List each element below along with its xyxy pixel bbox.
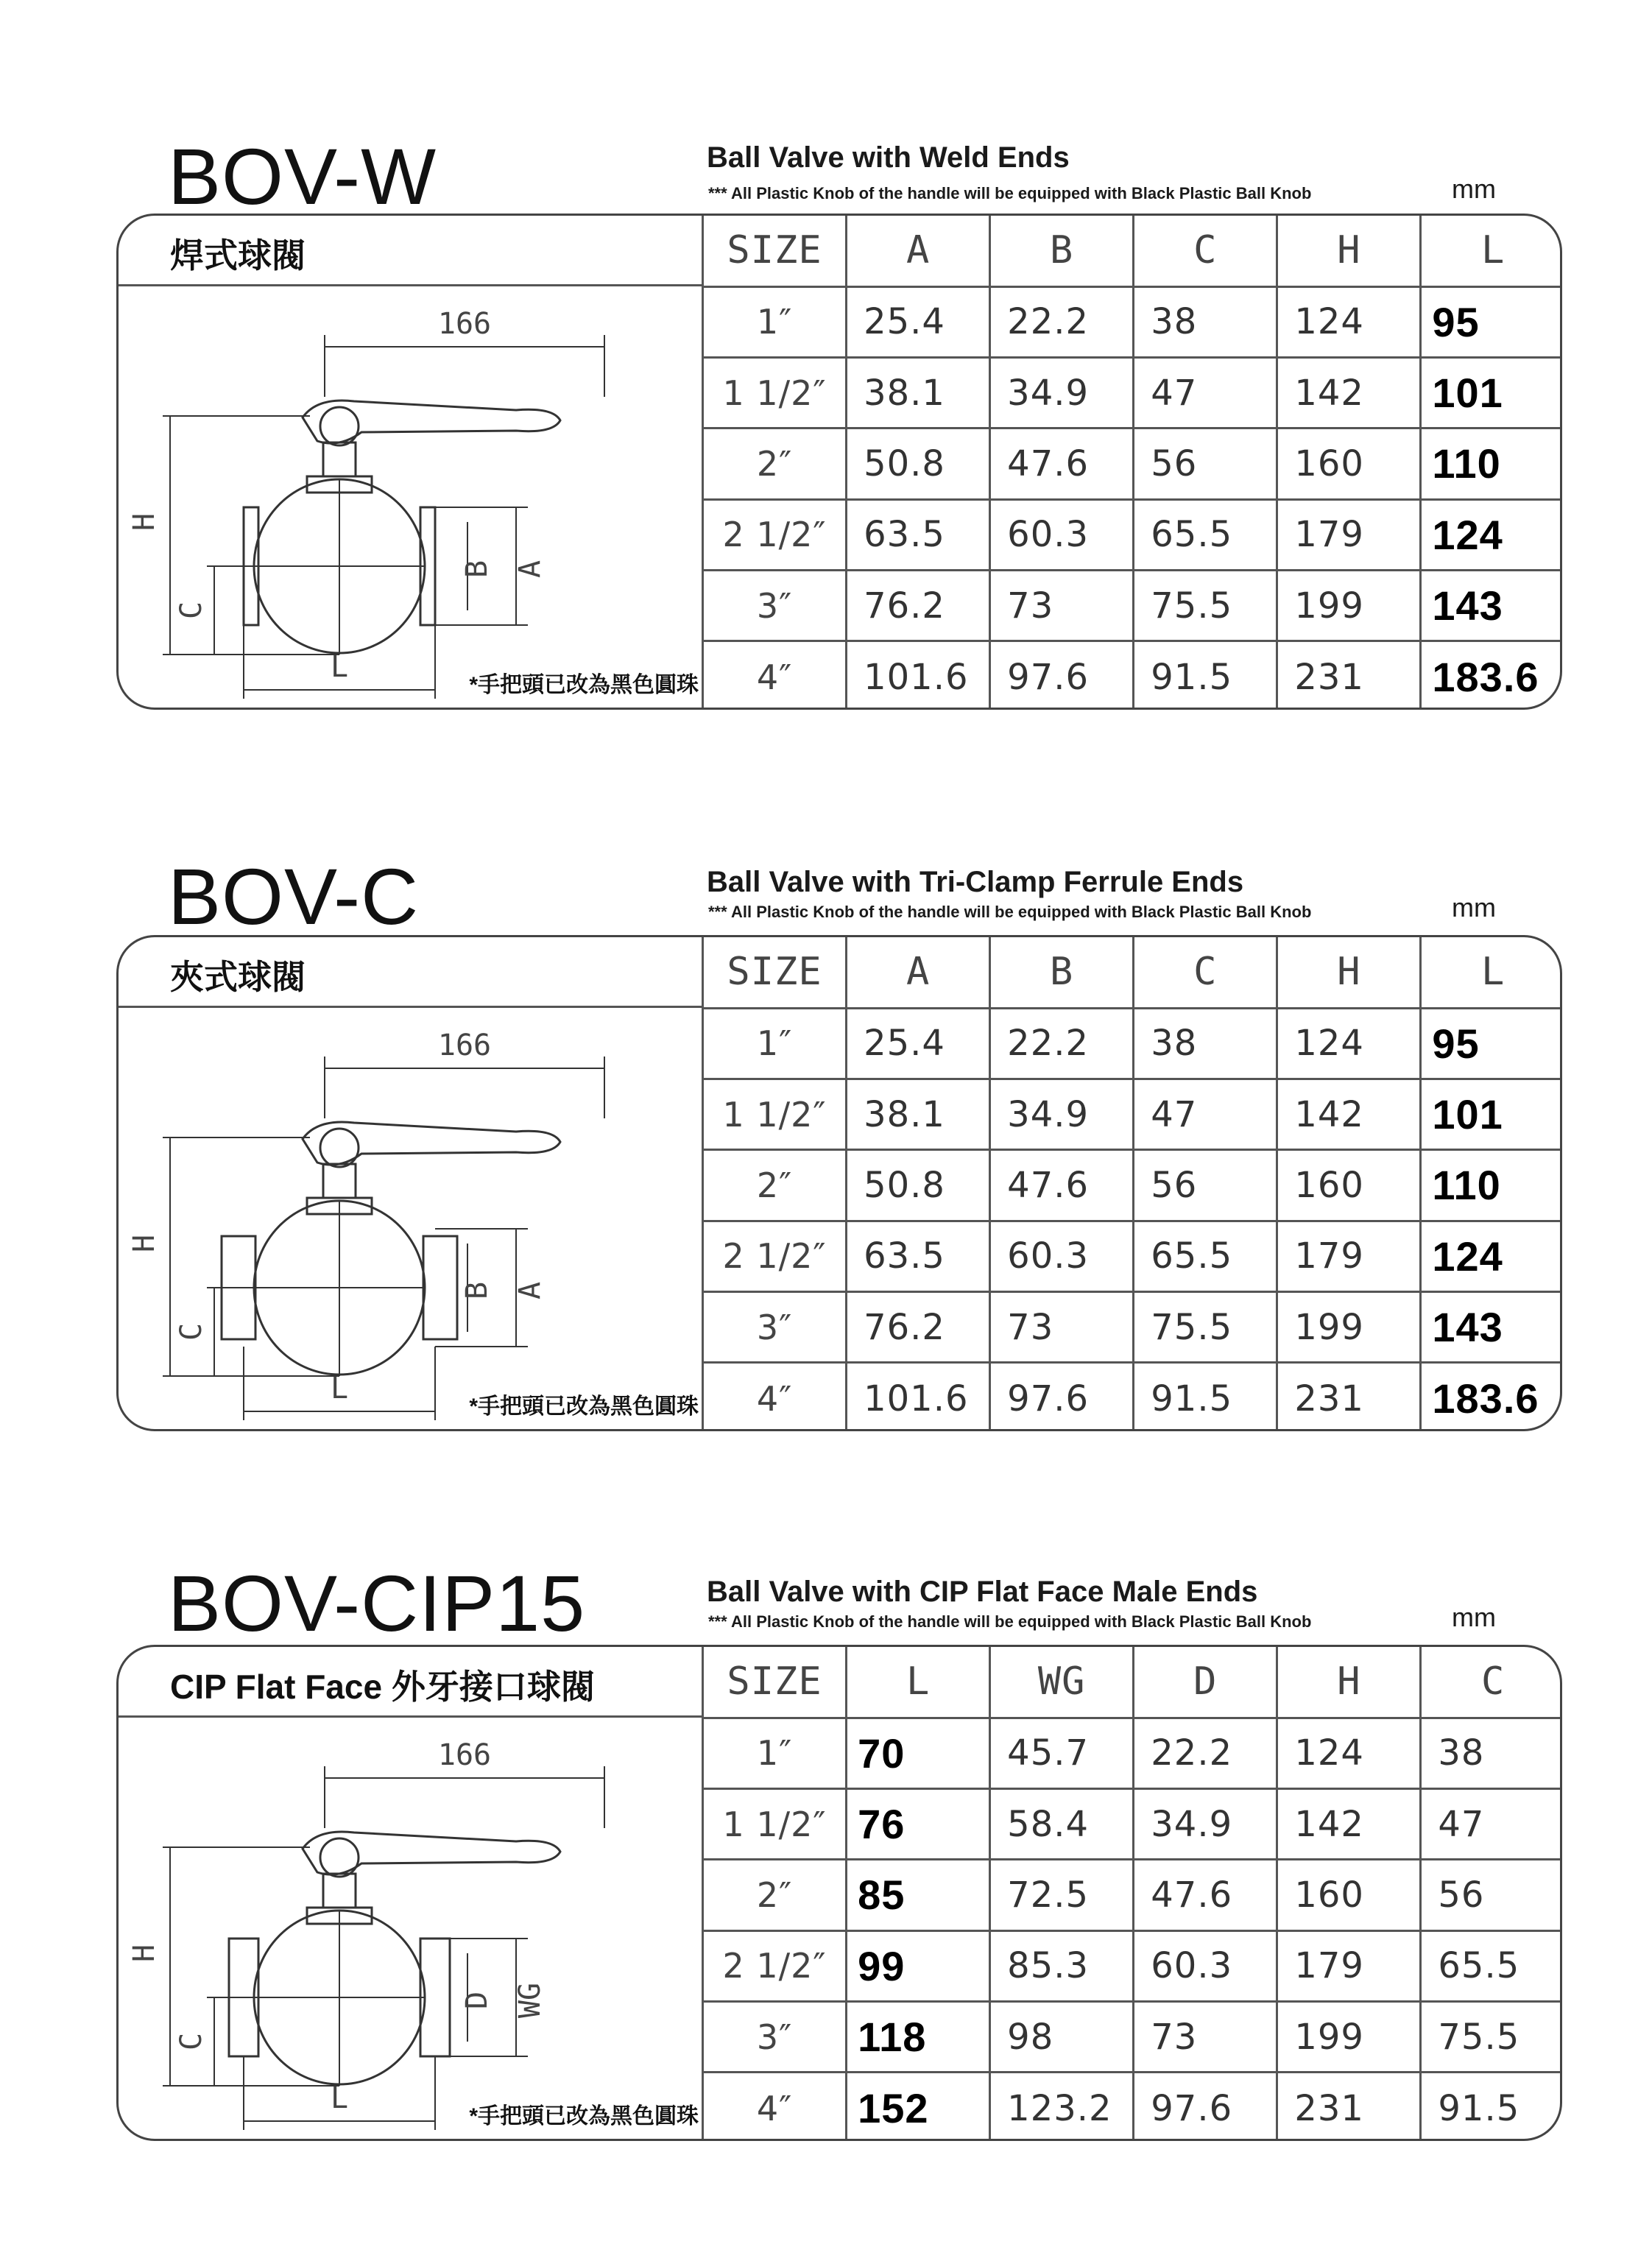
value-cell: 58.4 bbox=[990, 1789, 1134, 1860]
value-cell: 98 bbox=[990, 2001, 1134, 2072]
value-cell: 95 bbox=[1421, 286, 1562, 357]
value-cell: 47 bbox=[1134, 358, 1277, 428]
chinese-title: 夾式球閥 bbox=[170, 958, 306, 996]
handle-knob bbox=[320, 1129, 359, 1167]
valve-stem bbox=[323, 1164, 356, 1198]
table-row bbox=[703, 1291, 1563, 1362]
table-row bbox=[703, 570, 1563, 641]
value-cell: 85 bbox=[847, 1860, 990, 1930]
value-cell: 91.5 bbox=[1421, 2073, 1562, 2141]
size-cell: 2 1/2″ bbox=[703, 1930, 847, 2001]
column-header: L bbox=[1421, 216, 1562, 286]
value-cell: 124 bbox=[1277, 286, 1421, 357]
size-cell: 1″ bbox=[703, 1718, 847, 1788]
value-cell: 75.5 bbox=[1134, 570, 1277, 641]
valve-stem bbox=[323, 1874, 356, 1908]
valve-diagram bbox=[119, 1718, 702, 2141]
handle-knob bbox=[320, 407, 359, 445]
left-header bbox=[119, 937, 702, 1008]
column-header: SIZE bbox=[703, 937, 847, 1008]
valve-drawing bbox=[119, 286, 702, 710]
value-cell: 63.5 bbox=[847, 499, 990, 570]
value-cell: 124 bbox=[1421, 499, 1562, 570]
value-cell: 143 bbox=[1421, 1291, 1562, 1362]
dim-label-166: 166 bbox=[437, 1738, 492, 1772]
value-cell: 60.3 bbox=[990, 499, 1134, 570]
value-cell: 231 bbox=[1277, 2073, 1421, 2141]
value-cell: 231 bbox=[1277, 1363, 1421, 1431]
value-cell: 123.2 bbox=[990, 2073, 1134, 2141]
value-cell: 34.9 bbox=[990, 358, 1134, 428]
diagram-note: *手把頭已改為黑色圓珠 bbox=[469, 1394, 699, 1419]
value-cell: 142 bbox=[1277, 1079, 1421, 1150]
knob-note: *** All Plastic Knob of the handle will be equipped with Black Plastic Ball Knob bbox=[708, 903, 1312, 921]
table-row bbox=[703, 2001, 1563, 2072]
column-header: L bbox=[1421, 937, 1562, 1008]
value-cell: 142 bbox=[1277, 358, 1421, 428]
size-cell: 4″ bbox=[703, 2073, 847, 2141]
value-cell: 160 bbox=[1277, 1860, 1421, 1930]
value-cell: 179 bbox=[1277, 1221, 1421, 1291]
column-header: A bbox=[847, 216, 990, 286]
value-cell: 34.9 bbox=[990, 1079, 1134, 1150]
value-cell: 85.3 bbox=[990, 1930, 1134, 2001]
header-row bbox=[703, 937, 1563, 1008]
spec-table bbox=[702, 1647, 1562, 2141]
value-cell: 50.8 bbox=[847, 428, 990, 499]
value-cell: 199 bbox=[1277, 570, 1421, 641]
size-cell: 3″ bbox=[703, 2001, 847, 2072]
value-cell: 124 bbox=[1277, 1008, 1421, 1079]
table-row bbox=[703, 641, 1563, 710]
column-header: C bbox=[1134, 937, 1277, 1008]
left-header bbox=[119, 216, 702, 286]
valve-stem bbox=[323, 442, 356, 476]
value-cell: 183.6 bbox=[1421, 641, 1562, 710]
value-cell: 152 bbox=[847, 2073, 990, 2141]
dim-label-c: C bbox=[174, 601, 208, 620]
value-cell: 38 bbox=[1134, 1008, 1277, 1079]
value-cell: 63.5 bbox=[847, 1221, 990, 1291]
dim-label-a: A bbox=[513, 1281, 547, 1300]
model-code: BOV-CIP15 bbox=[168, 1559, 586, 1648]
table-row bbox=[703, 1718, 1563, 1788]
dim-label-h: H bbox=[127, 1944, 161, 1963]
column-header: B bbox=[990, 937, 1134, 1008]
spec-table bbox=[702, 937, 1562, 1431]
column-header: SIZE bbox=[703, 216, 847, 286]
value-cell: 110 bbox=[1421, 428, 1562, 499]
value-cell: 38.1 bbox=[847, 1079, 990, 1150]
size-cell: 1″ bbox=[703, 1008, 847, 1079]
size-cell: 3″ bbox=[703, 570, 847, 641]
size-cell: 2″ bbox=[703, 428, 847, 499]
dim-label-h: H bbox=[127, 1234, 161, 1253]
dim-label-a: WG bbox=[513, 1982, 547, 2019]
value-cell: 143 bbox=[1421, 570, 1562, 641]
column-header: SIZE bbox=[703, 1647, 847, 1718]
value-cell: 124 bbox=[1421, 1221, 1562, 1291]
column-header: A bbox=[847, 937, 990, 1008]
value-cell: 76.2 bbox=[847, 1291, 990, 1362]
product-subtitle: Ball Valve with Tri-Clamp Ferrule Ends bbox=[707, 866, 1244, 898]
value-cell: 56 bbox=[1134, 1150, 1277, 1221]
value-cell: 70 bbox=[847, 1718, 990, 1788]
table-row bbox=[703, 1363, 1563, 1431]
dim-label-b: D bbox=[460, 1991, 494, 2010]
unit-label: mm bbox=[1452, 892, 1496, 923]
spec-frame bbox=[116, 214, 1562, 710]
value-cell: 45.7 bbox=[990, 1718, 1134, 1788]
value-cell: 22.2 bbox=[990, 286, 1134, 357]
valve-diagram bbox=[119, 1008, 702, 1431]
handle-knob bbox=[320, 1838, 359, 1877]
value-cell: 95 bbox=[1421, 1008, 1562, 1079]
value-cell: 56 bbox=[1134, 428, 1277, 499]
column-header: L bbox=[847, 1647, 990, 1718]
dim-label-166: 166 bbox=[437, 1029, 492, 1062]
dim-label-c: C bbox=[174, 2032, 208, 2051]
size-cell: 2″ bbox=[703, 1150, 847, 1221]
value-cell: 34.9 bbox=[1134, 1789, 1277, 1860]
valve-drawing bbox=[119, 1008, 702, 1431]
value-cell: 179 bbox=[1277, 1930, 1421, 2001]
value-cell: 199 bbox=[1277, 1291, 1421, 1362]
value-cell: 60.3 bbox=[1134, 1930, 1277, 2001]
size-cell: 1 1/2″ bbox=[703, 358, 847, 428]
column-header: H bbox=[1277, 937, 1421, 1008]
value-cell: 97.6 bbox=[990, 641, 1134, 710]
dim-label-l: L bbox=[330, 650, 349, 684]
table-row bbox=[703, 1221, 1563, 1291]
value-cell: 231 bbox=[1277, 641, 1421, 710]
table-row bbox=[703, 1860, 1563, 1930]
dim-label-b: B bbox=[460, 1281, 494, 1300]
value-cell: 72.5 bbox=[990, 1860, 1134, 1930]
spec-frame bbox=[116, 935, 1562, 1431]
value-cell: 47 bbox=[1421, 1789, 1562, 1860]
value-cell: 25.4 bbox=[847, 286, 990, 357]
dim-label-l: L bbox=[330, 1372, 349, 1405]
diagram-note: *手把頭已改為黑色圓珠 bbox=[469, 2104, 699, 2128]
value-cell: 160 bbox=[1277, 428, 1421, 499]
header-row bbox=[703, 216, 1563, 286]
value-cell: 65.5 bbox=[1421, 1930, 1562, 2001]
column-header: D bbox=[1134, 1647, 1277, 1718]
value-cell: 73 bbox=[990, 1291, 1134, 1362]
column-header: C bbox=[1421, 1647, 1562, 1718]
chinese-title: CIP Flat Face 外牙接口球閥 bbox=[170, 1668, 595, 1706]
size-cell: 2″ bbox=[703, 1860, 847, 1930]
value-cell: 101.6 bbox=[847, 1363, 990, 1431]
table-row bbox=[703, 1150, 1563, 1221]
product-subtitle: Ball Valve with CIP Flat Face Male Ends bbox=[707, 1576, 1258, 1608]
size-cell: 1 1/2″ bbox=[703, 1079, 847, 1150]
table-row bbox=[703, 1930, 1563, 2001]
value-cell: 65.5 bbox=[1134, 499, 1277, 570]
dim-label-a: A bbox=[513, 560, 547, 579]
value-cell: 118 bbox=[847, 2001, 990, 2072]
value-cell: 76 bbox=[847, 1789, 990, 1860]
table-row bbox=[703, 1789, 1563, 1860]
spec-frame bbox=[116, 1645, 1562, 2141]
product-subtitle: Ball Valve with Weld Ends bbox=[707, 141, 1070, 174]
spec-table bbox=[702, 216, 1562, 710]
value-cell: 101 bbox=[1421, 1079, 1562, 1150]
value-cell: 50.8 bbox=[847, 1150, 990, 1221]
dim-label-166: 166 bbox=[437, 307, 492, 341]
table-row bbox=[703, 286, 1563, 357]
size-cell: 2 1/2″ bbox=[703, 1221, 847, 1291]
dim-label-l: L bbox=[330, 2081, 349, 2115]
value-cell: 73 bbox=[1134, 2001, 1277, 2072]
table-row bbox=[703, 1008, 1563, 1079]
size-cell: 1″ bbox=[703, 286, 847, 357]
value-cell: 22.2 bbox=[1134, 1718, 1277, 1788]
value-cell: 91.5 bbox=[1134, 641, 1277, 710]
value-cell: 47 bbox=[1134, 1079, 1277, 1150]
column-header: B bbox=[990, 216, 1134, 286]
table-row bbox=[703, 428, 1563, 499]
chinese-title: 焊式球閥 bbox=[170, 236, 306, 275]
column-header: C bbox=[1134, 216, 1277, 286]
model-code: BOV-W bbox=[168, 132, 437, 221]
table-row bbox=[703, 1079, 1563, 1150]
value-cell: 97.6 bbox=[990, 1363, 1134, 1431]
value-cell: 47.6 bbox=[1134, 1860, 1277, 1930]
value-cell: 160 bbox=[1277, 1150, 1421, 1221]
value-cell: 38.1 bbox=[847, 358, 990, 428]
value-cell: 60.3 bbox=[990, 1221, 1134, 1291]
knob-note: *** All Plastic Knob of the handle will be equipped with Black Plastic Ball Knob bbox=[708, 1612, 1312, 1631]
value-cell: 47.6 bbox=[990, 1150, 1134, 1221]
value-cell: 65.5 bbox=[1134, 1221, 1277, 1291]
table-row bbox=[703, 358, 1563, 428]
diagram-note: *手把頭已改為黑色圓珠 bbox=[469, 673, 699, 697]
size-cell: 4″ bbox=[703, 641, 847, 710]
valve-drawing bbox=[119, 1718, 702, 2141]
value-cell: 183.6 bbox=[1421, 1363, 1562, 1431]
value-cell: 75.5 bbox=[1421, 2001, 1562, 2072]
table-row bbox=[703, 2073, 1563, 2141]
dim-label-h: H bbox=[127, 512, 161, 532]
value-cell: 124 bbox=[1277, 1718, 1421, 1788]
value-cell: 76.2 bbox=[847, 570, 990, 641]
value-cell: 38 bbox=[1421, 1718, 1562, 1788]
unit-label: mm bbox=[1452, 174, 1496, 204]
value-cell: 75.5 bbox=[1134, 1291, 1277, 1362]
value-cell: 73 bbox=[990, 570, 1134, 641]
value-cell: 142 bbox=[1277, 1789, 1421, 1860]
dim-label-b: B bbox=[460, 560, 494, 579]
value-cell: 97.6 bbox=[1134, 2073, 1277, 2141]
value-cell: 91.5 bbox=[1134, 1363, 1277, 1431]
size-cell: 3″ bbox=[703, 1291, 847, 1362]
column-header: H bbox=[1277, 1647, 1421, 1718]
table-row bbox=[703, 499, 1563, 570]
size-cell: 4″ bbox=[703, 1363, 847, 1431]
value-cell: 199 bbox=[1277, 2001, 1421, 2072]
value-cell: 179 bbox=[1277, 499, 1421, 570]
size-cell: 1 1/2″ bbox=[703, 1789, 847, 1860]
value-cell: 56 bbox=[1421, 1860, 1562, 1930]
column-header: H bbox=[1277, 216, 1421, 286]
knob-note: *** All Plastic Knob of the handle will be equipped with Black Plastic Ball Knob bbox=[708, 184, 1312, 202]
left-header bbox=[119, 1647, 702, 1718]
column-header: WG bbox=[990, 1647, 1134, 1718]
value-cell: 101.6 bbox=[847, 641, 990, 710]
valve-diagram bbox=[119, 286, 702, 710]
model-code: BOV-C bbox=[168, 852, 420, 941]
header-row bbox=[703, 1647, 1563, 1718]
value-cell: 47.6 bbox=[990, 428, 1134, 499]
value-cell: 22.2 bbox=[990, 1008, 1134, 1079]
value-cell: 38 bbox=[1134, 286, 1277, 357]
dim-label-c: C bbox=[174, 1322, 208, 1341]
value-cell: 25.4 bbox=[847, 1008, 990, 1079]
value-cell: 101 bbox=[1421, 358, 1562, 428]
unit-label: mm bbox=[1452, 1602, 1496, 1632]
value-cell: 110 bbox=[1421, 1150, 1562, 1221]
value-cell: 99 bbox=[847, 1930, 990, 2001]
clamp-end-right bbox=[423, 1236, 457, 1339]
size-cell: 2 1/2″ bbox=[703, 499, 847, 570]
